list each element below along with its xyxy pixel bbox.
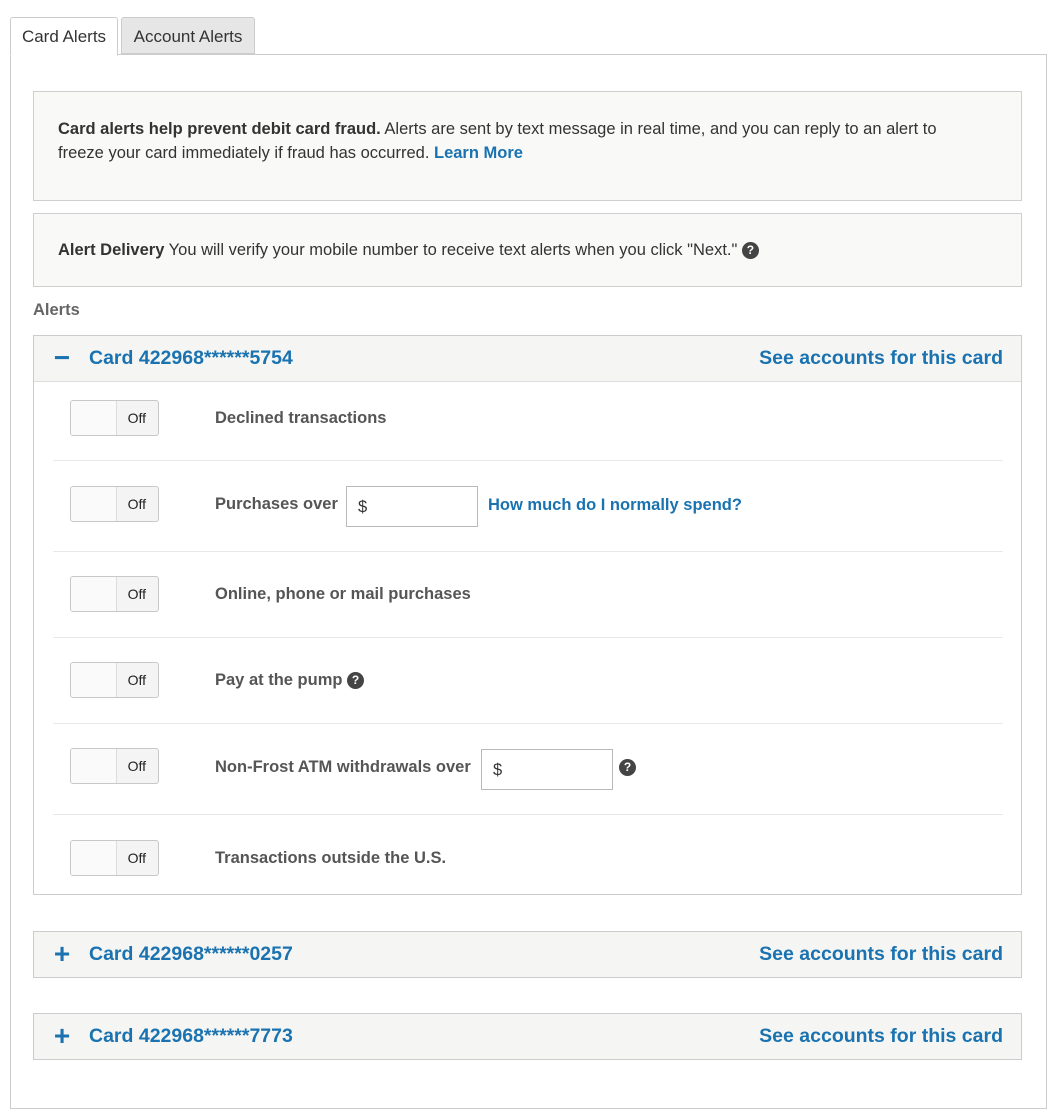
alert-label: Declined transactions — [215, 409, 387, 427]
card-header[interactable] — [34, 932, 1021, 977]
alert-label: Non-Frost ATM withdrawals over — [215, 758, 471, 776]
alert-row-purchases-over — [53, 461, 1003, 552]
alert-row-declined — [53, 382, 1003, 461]
toggle-state: Off — [127, 758, 146, 774]
card-title[interactable]: Card 422968******0257 — [89, 943, 293, 965]
card-panel-5754 — [33, 335, 1022, 895]
atm-amount-input[interactable]: $ — [481, 749, 613, 790]
alert-row-online-phone-mail — [53, 552, 1003, 638]
alerts-heading: Alerts — [33, 301, 80, 319]
question-circle-icon[interactable]: ? — [619, 759, 636, 776]
tab-card-alerts[interactable]: Card Alerts — [10, 17, 118, 56]
alert-label: Transactions outside the U.S. — [215, 849, 447, 867]
toggle-state: Off — [127, 410, 146, 426]
minus-icon[interactable]: − — [53, 342, 71, 373]
card-header[interactable] — [34, 336, 1021, 382]
toggle-state: Off — [127, 586, 146, 602]
alert-row-pay-at-pump — [53, 638, 1003, 724]
pump-label-text: Pay at the pump — [215, 671, 343, 689]
alert-label — [215, 671, 364, 690]
toggle-state: Off — [127, 496, 146, 512]
card-header[interactable] — [34, 1014, 1021, 1059]
plus-icon[interactable]: + — [53, 1020, 71, 1051]
card-panel-0257 — [33, 931, 1022, 978]
learn-more-link[interactable]: Learn More — [434, 144, 523, 162]
intro-text-1: Alerts are sent by text message in real time, and you can reply to an alert to — [380, 120, 937, 138]
purchase-amount-input[interactable]: $ — [346, 486, 478, 527]
alert-toggle[interactable] — [70, 748, 159, 784]
tab-account-alerts[interactable]: Account Alerts — [121, 17, 255, 54]
alert-label: Purchases over — [215, 495, 338, 513]
alert-toggle[interactable] — [70, 576, 159, 612]
alert-toggle[interactable] — [70, 840, 159, 876]
normal-spend-link[interactable]: How much do I normally spend? — [488, 496, 742, 514]
alert-row-outside-us — [53, 815, 1003, 895]
card-panel-7773 — [33, 1013, 1022, 1060]
alert-toggle[interactable] — [70, 486, 159, 522]
see-accounts-link[interactable]: See accounts for this card — [759, 1025, 1003, 1047]
intro-text-2: freeze your card immediately if fraud has occurred. — [58, 144, 434, 162]
card-title[interactable]: Card 422968******5754 — [89, 347, 293, 369]
card-title[interactable]: Card 422968******7773 — [89, 1025, 293, 1047]
alert-toggle[interactable] — [70, 662, 159, 698]
toggle-state: Off — [127, 850, 146, 866]
see-accounts-link[interactable]: See accounts for this card — [759, 943, 1003, 965]
intro-box — [33, 91, 1022, 201]
alert-toggle[interactable] — [70, 400, 159, 436]
toggle-state: Off — [127, 672, 146, 688]
delivery-text: You will verify your mobile number to receive text alerts when you click "Next." — [164, 241, 742, 259]
plus-icon[interactable]: + — [53, 938, 71, 969]
delivery-box — [33, 213, 1022, 287]
question-circle-icon[interactable]: ? — [347, 672, 364, 689]
intro-bold: Card alerts help prevent debit card fraud. — [58, 120, 381, 138]
question-circle-icon[interactable]: ? — [742, 242, 759, 259]
see-accounts-link[interactable]: See accounts for this card — [759, 347, 1003, 369]
delivery-bold: Alert Delivery — [58, 241, 165, 259]
alert-label: Online, phone or mail purchases — [215, 585, 471, 603]
alert-row-atm-withdrawals — [53, 724, 1003, 815]
